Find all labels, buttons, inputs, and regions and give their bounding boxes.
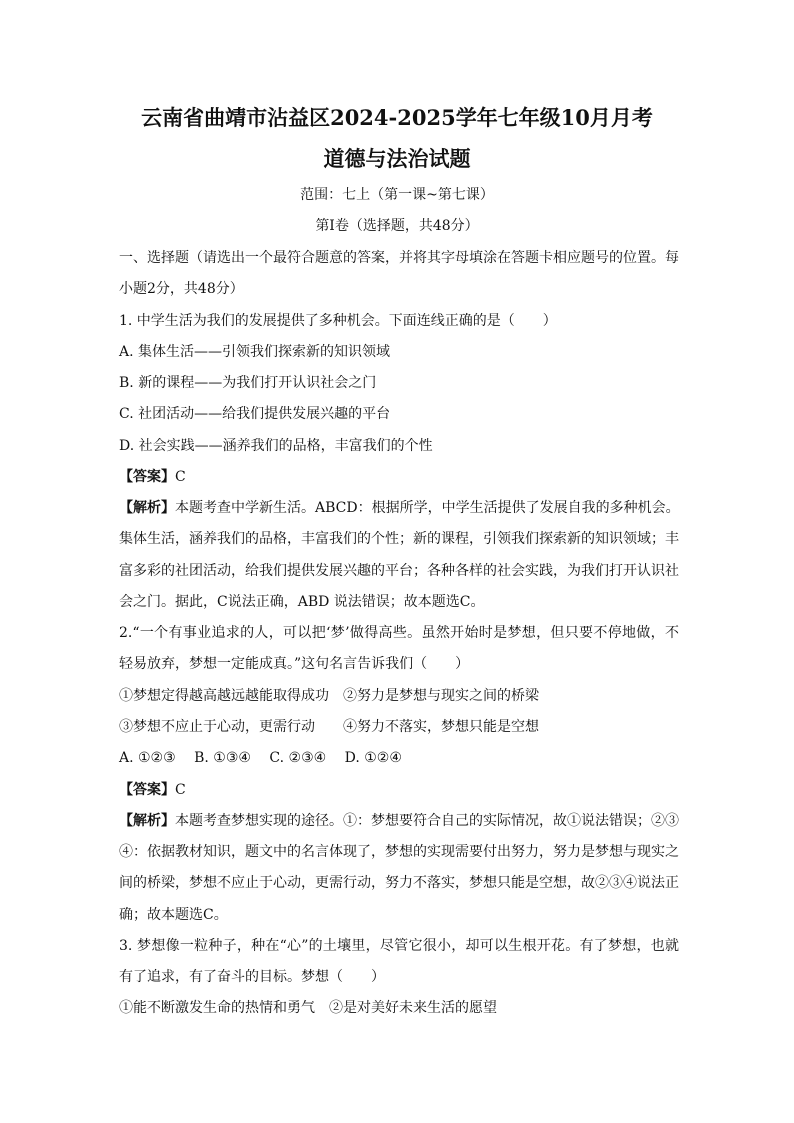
q2-stem-line-1: 2.“一个有事业追求的人，可以把‘梦’做得高些。虽然开始时是梦想，但只要不停地做，不 [119,625,679,641]
answer-tag: 【答案】 [119,469,175,485]
q2-analysis-line-1 [119,811,679,831]
section-heading-line-2: 小题2分，共48分） [119,281,244,297]
q1-analysis-line-2: 集体生活，涵养我们的品格，丰富我们的个性；新的课程，引领我们探索新的知识领域；丰 [119,531,679,547]
section-heading-line-1: 一、选择题（请选出一个最符合题意的答案，并将其字母填涂在答题卡相应题号的位置。每 [119,250,679,266]
analysis-text: 本题考查梦想实现的途径。①：梦想要符合自己的实际情况，故①说法错误；②③ [175,813,679,829]
q2-choices: A. ①②③ B. ①③④ C. ②③④ D. ①②④ [119,750,402,766]
q1-option-c: C. 社团活动——给我们提供发展兴趣的平台 [119,406,391,422]
q2-stem-line-2: 轻易放弃，梦想一定能成真。”这句名言告诉我们（ ） [119,656,470,672]
q2-items-line-1: ①梦想定得越高越远越能取得成功 ②努力是梦想与现实之间的桥梁 [119,688,539,704]
q1-option-b: B. 新的课程——为我们打开认识社会之门 [119,375,377,391]
q2-analysis-line-3: 间的桥梁，梦想不应止于心动，更需行动，努力不落实，梦想只能是空想，故②③④说法正 [119,875,679,891]
analysis-tag: 【解析】 [119,813,175,829]
answer-tag: 【答案】 [119,782,175,798]
analysis-text: 本题考查中学新生活。ABCD：根据所学，中学生活提供了发展自我的多种机会。 [175,500,680,516]
q1-option-a: A. 集体生活——引领我们探索新的知识领域 [119,344,391,360]
exam-subject: 道德与法治试题 [323,146,471,171]
q3-stem-line-1: 3. 梦想像一粒种子，种在“心”的土壤里，尽管它很小，却可以生根开花。有了梦想，也就 [119,938,679,954]
q2-analysis-line-4: 确；故本题选C。 [119,907,228,923]
volume-heading: 第Ⅰ卷（选择题，共48分） [315,218,479,234]
exam-title: 云南省曲靖市沾益区2024-2025学年七年级10月月考 [141,105,653,130]
q3-items-line-1: ①能不断激发生命的热情和勇气 ②是对美好未来生活的愿望 [119,1000,497,1016]
q3-stem-line-2: 有了追求，有了奋斗的目标。梦想（ ） [119,969,385,985]
q1-option-d: D. 社会实践——涵养我们的品格，丰富我们的个性 [119,438,433,454]
q2-items-line-2: ③梦想不应止于心动，更需行动 ④努力不落实，梦想只能是空想 [119,719,539,735]
q2-analysis-line-2: ④：依据教材知识，题文中的名言体现了，梦想的实现需要付出努力，努力是梦想与现实之 [119,844,679,860]
q2-answer [119,780,679,800]
exam-scope: 范围：七上（第一课~第七课） [300,187,494,203]
answer-value: C [175,469,186,485]
answer-value: C [175,782,186,798]
q1-analysis-line-1 [119,498,679,518]
q1-answer [119,467,679,487]
q1-analysis-line-4: 会之门。据此，C说法正确，ABD 说法错误；故本题选C。 [119,594,485,610]
q1-stem: 1. 中学生活为我们的发展提供了多种机会。下面连线正确的是（ ） [119,313,557,329]
analysis-tag: 【解析】 [119,500,175,516]
q1-analysis-line-3: 富多彩的社团活动，给我们提供发展兴趣的平台；各种各样的社会实践，为我们打开认识社 [119,563,679,579]
